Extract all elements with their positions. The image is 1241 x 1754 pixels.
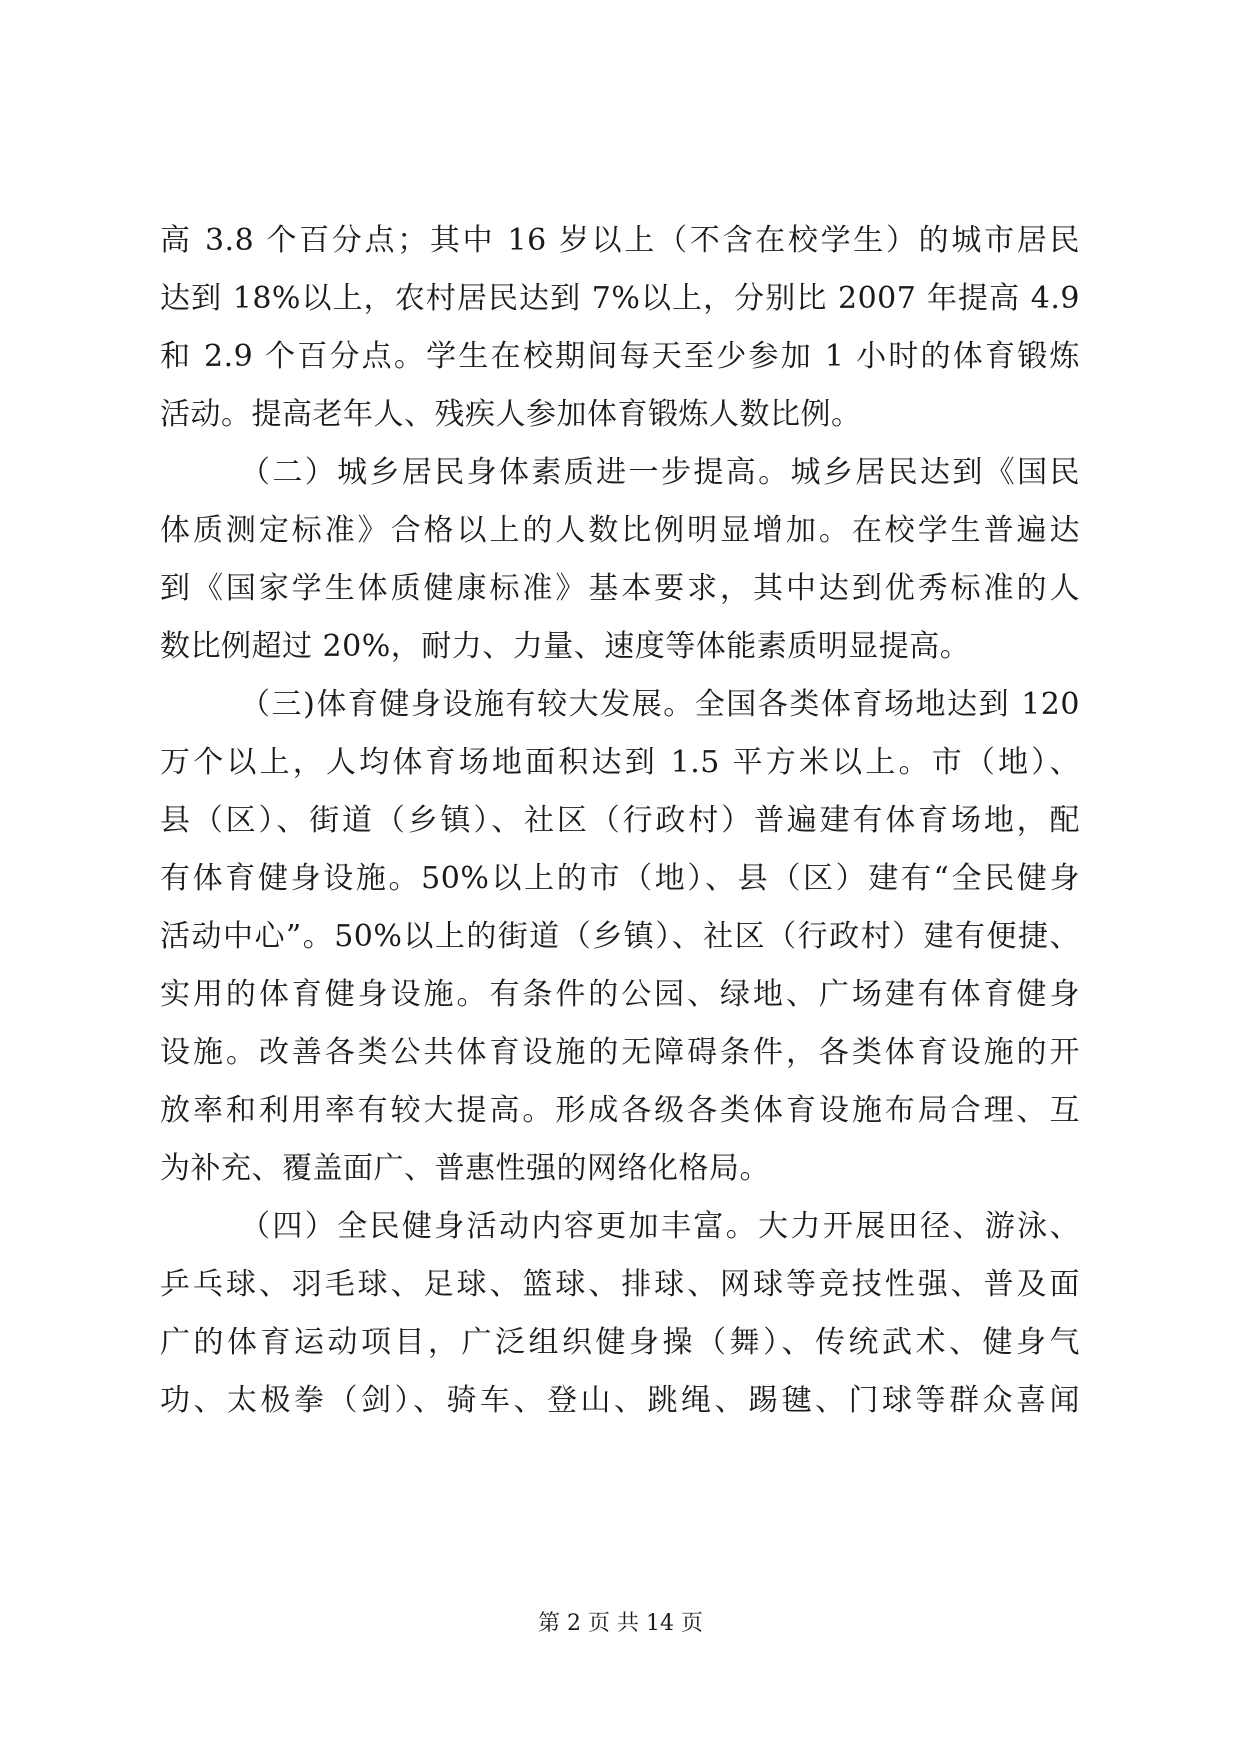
text-line: 放率和利用率有较大提高。形成各级各类体育设施布局合理、互	[160, 1093, 1080, 1128]
paragraph-heading-4: （四）全民健身活动内容更加丰富。大力开展田径、游泳、	[240, 1209, 1080, 1244]
text-line: 到《国家学生体质健康标准》基本要求，其中达到优秀标准的人	[160, 571, 1080, 606]
paragraph-heading-2: （二）城乡居民身体素质进一步提高。城乡居民达到《国民	[240, 455, 1080, 490]
text-line: 活动。提高老年人、残疾人参加体育锻炼人数比例。	[160, 397, 862, 432]
text-line: 和 2.9 个百分点。学生在校期间每天至少参加 1 小时的体育锻炼	[160, 339, 1080, 374]
text-line: 有体育健身设施。50%以上的市（地）、县（区）建有“全民健身	[160, 861, 1080, 896]
text-line: 体质测定标准》合格以上的人数比例明显增加。在校学生普遍达	[160, 513, 1080, 548]
text-line: 乒乓球、羽毛球、足球、篮球、排球、网球等竞技性强、普及面	[160, 1267, 1080, 1302]
document-body	[160, 212, 1080, 1430]
paragraph-heading-3: （三)体育健身设施有较大发展。全国各类体育场地达到 120	[240, 687, 1080, 722]
text-line: 数比例超过 20%，耐力、力量、速度等体能素质明显提高。	[160, 629, 971, 664]
text-line: 为补充、覆盖面广、普惠性强的网络化格局。	[160, 1151, 770, 1186]
text-line: 实用的体育健身设施。有条件的公园、绿地、广场建有体育健身	[160, 977, 1080, 1012]
text-line: 万个以上，人均体育场地面积达到 1.5 平方米以上。市（地）、	[160, 745, 1080, 780]
text-line: 功、太极拳（剑）、骑车、登山、跳绳、踢毽、门球等群众喜闻	[160, 1383, 1080, 1418]
page-number-footer: 第 2 页 共 14 页	[538, 1611, 703, 1636]
text-line: 高 3.8 个百分点；其中 16 岁以上（不含在校学生）的城市居民	[160, 223, 1080, 258]
text-line: 达到 18%以上，农村居民达到 7%以上，分别比 2007 年提高 4.9	[160, 281, 1080, 316]
text-line: 设施。改善各类公共体育设施的无障碍条件，各类体育设施的开	[160, 1035, 1080, 1070]
text-line: 广的体育运动项目，广泛组织健身操（舞）、传统武术、健身气	[160, 1325, 1080, 1360]
text-line: 活动中心”。50%以上的街道（乡镇）、社区（行政村）建有便捷、	[160, 919, 1080, 954]
text-line: 县（区）、街道（乡镇）、社区（行政村）普遍建有体育场地，配	[160, 803, 1080, 838]
